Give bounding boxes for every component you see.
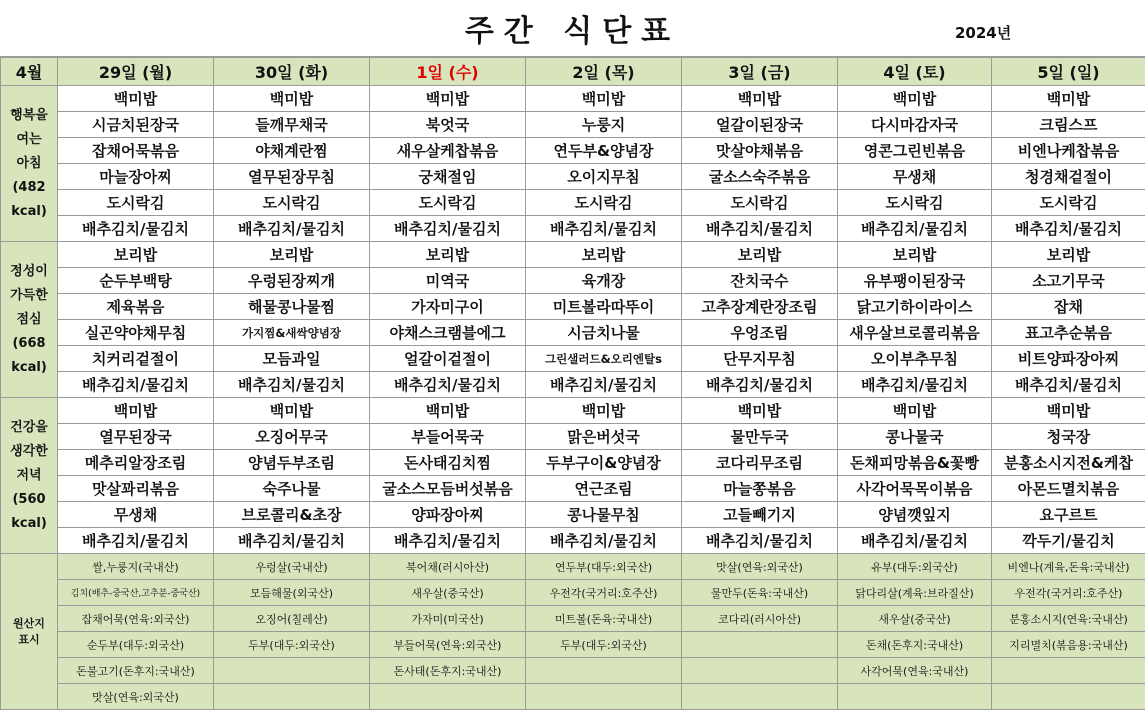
menu-item: 비엔나케찹볶음 [992,138,1145,164]
menu-item: 연두부&양념장 [526,138,682,164]
dinner-row [1,528,1145,554]
menu-item: 요구르트 [992,502,1145,528]
origin-row [1,658,1145,684]
origin-row [1,632,1145,658]
origin-item: 지리멸치(볶음용:국내산) [992,632,1145,658]
origin-item: 부들어묵(연육:외국산) [370,632,526,658]
menu-item: 깍두기/물김치 [992,528,1145,554]
menu-item: 누룽지 [526,112,682,138]
menu-item: 실곤약야채무침 [58,320,214,346]
menu-item: 분홍소시지전&케찹 [992,450,1145,476]
menu-item: 열무된장무침 [214,164,370,190]
menu-item: 백미밥 [526,86,682,112]
menu-item: 북엇국 [370,112,526,138]
origin-item [682,658,838,684]
menu-item: 양파장아찌 [370,502,526,528]
menu-item: 도시락김 [58,190,214,216]
menu-item: 고추장계란장조림 [682,294,838,320]
menu-item: 미역국 [370,268,526,294]
origin-row [1,580,1145,606]
meal-label-line: (668 [1,332,57,356]
meal-label-line: 정성이 [1,260,57,284]
origin-item: 분홍소시지(연육:국내산) [992,606,1145,632]
dinner-row [1,450,1145,476]
origin-item: 돈불고기(돈후지:국내산) [58,658,214,684]
menu-item: 백미밥 [370,398,526,424]
dinner-row [1,476,1145,502]
origin-item: 돈사태(돈후지:국내산) [370,658,526,684]
day-header: 3일 (금) [682,58,838,86]
menu-item: 보리밥 [992,242,1145,268]
meal-label-line: 점심 [1,308,57,332]
menu-item: 콩나물국 [838,424,992,450]
menu-item: 야채스크램블에그 [370,320,526,346]
menu-item: 보리밥 [214,242,370,268]
menu-item: 백미밥 [682,398,838,424]
origin-item: 잡채어묵(연육:외국산) [58,606,214,632]
origin-item: 가자미(미국산) [370,606,526,632]
origin-row [1,554,1145,580]
origin-item [992,658,1145,684]
origin-item: 물만두(돈육:국내산) [682,580,838,606]
origin-label [1,554,58,710]
menu-item: 배추김치/물김치 [526,372,682,398]
menu-item: 배추김치/물김치 [526,216,682,242]
menu-item: 보리밥 [58,242,214,268]
menu-item: 백미밥 [682,86,838,112]
menu-item: 표고추순볶음 [992,320,1145,346]
menu-item: 도시락김 [370,190,526,216]
menu-item: 굴소스숙주볶음 [682,164,838,190]
menu-item: 배추김치/물김치 [214,528,370,554]
lunch-row [1,242,1145,268]
menu-item: 백미밥 [838,86,992,112]
dinner-label [1,398,58,554]
origin-item: 두부(대두:외국산) [526,632,682,658]
menu-item: 백미밥 [214,398,370,424]
menu-item: 배추김치/물김치 [370,528,526,554]
origin-label-line: 원산지 [1,616,57,632]
origin-item: 비엔나(계육,돈육:국내산) [992,554,1145,580]
menu-item: 새우살케찹볶음 [370,138,526,164]
menu-item: 모듬과일 [214,346,370,372]
menu-item: 오이부추무침 [838,346,992,372]
meal-label-line: 건강을 [1,416,57,440]
origin-item: 김치(배추-중국산,고추분-중국산) [58,580,214,606]
menu-item: 맑은버섯국 [526,424,682,450]
menu-item: 청경채겉절이 [992,164,1145,190]
menu-item: 배추김치/물김치 [526,528,682,554]
origin-item: 새우살(중국산) [838,606,992,632]
menu-item: 사각어묵목이볶음 [838,476,992,502]
breakfast-row [1,164,1145,190]
menu-item: 야채계란찜 [214,138,370,164]
menu-item: 메추리알장조림 [58,450,214,476]
menu-item: 연근조림 [526,476,682,502]
menu-item: 크림스프 [992,112,1145,138]
menu-item: 배추김치/물김치 [370,372,526,398]
menu-item: 미트볼라따뚜이 [526,294,682,320]
origin-item: 쌀,누룽지(국내산) [58,554,214,580]
menu-item: 소고기무국 [992,268,1145,294]
day-header: 2일 (목) [526,58,682,86]
menu-item: 배추김치/물김치 [370,216,526,242]
menu-item: 백미밥 [992,398,1145,424]
lunch-row [1,346,1145,372]
breakfast-row [1,216,1145,242]
dinner-row [1,502,1145,528]
menu-item: 들깨무채국 [214,112,370,138]
menu-item: 고들빼기지 [682,502,838,528]
origin-item: 맛살(연육:외국산) [682,554,838,580]
lunch-row [1,294,1145,320]
origin-item: 맛살(연육:외국산) [58,684,214,710]
menu-item: 배추김치/물김치 [992,372,1145,398]
meal-label-line: (560 [1,488,57,512]
menu-item: 단무지무침 [682,346,838,372]
day-header: 1일 (수) [370,58,526,86]
menu-item: 백미밥 [58,86,214,112]
menu-item: 치커리겉절이 [58,346,214,372]
menu-item: 부들어묵국 [370,424,526,450]
origin-item: 두부(대두:외국산) [214,632,370,658]
menu-item: 맛살야채볶음 [682,138,838,164]
meal-label-line: kcal) [1,356,57,380]
menu-item: 숙주나물 [214,476,370,502]
menu-item: 백미밥 [838,398,992,424]
menu-item: 돈채피망볶음&꽃빵 [838,450,992,476]
menu-item: 순두부백탕 [58,268,214,294]
menu-item: 도시락김 [838,190,992,216]
menu-item: 코다리무조림 [682,450,838,476]
menu-body [1,86,1145,710]
menu-item: 우엉조림 [682,320,838,346]
origin-item: 유부(대두:외국산) [838,554,992,580]
menu-item: 브로콜리&초장 [214,502,370,528]
origin-item: 오징어(칠레산) [214,606,370,632]
menu-item: 백미밥 [526,398,682,424]
year-label: 2024년 [955,22,1011,43]
menu-item: 마늘장아찌 [58,164,214,190]
menu-item: 배추김치/물김치 [682,216,838,242]
menu-item: 아몬드멸치볶음 [992,476,1145,502]
menu-item: 궁채절임 [370,164,526,190]
menu-item: 배추김치/물김치 [838,216,992,242]
month-header: 4월 [1,58,58,86]
meal-label-line: kcal) [1,200,57,224]
menu-item: 굴소스모듬버섯볶음 [370,476,526,502]
origin-item: 북어채(러시아산) [370,554,526,580]
origin-item: 우전각(국거리:호주산) [992,580,1145,606]
menu-item: 도시락김 [992,190,1145,216]
menu-item: 무생채 [58,502,214,528]
menu-item: 맛살꽈리볶음 [58,476,214,502]
dinner-row [1,398,1145,424]
menu-item: 두부구이&양념장 [526,450,682,476]
menu-item: 가자미구이 [370,294,526,320]
meal-label-line: 아침 [1,152,57,176]
origin-row [1,606,1145,632]
menu-item: 보리밥 [682,242,838,268]
header-row [1,58,1145,86]
menu-item: 유부팽이된장국 [838,268,992,294]
menu-item: 배추김치/물김치 [214,216,370,242]
menu-item: 마늘쫑볶음 [682,476,838,502]
menu-item: 보리밥 [370,242,526,268]
menu-item: 배추김치/물김치 [58,216,214,242]
lunch-row [1,268,1145,294]
menu-item: 청국장 [992,424,1145,450]
meal-label-line: kcal) [1,512,57,536]
menu-item: 콩나물무침 [526,502,682,528]
menu-item: 물만두국 [682,424,838,450]
origin-item: 사각어묵(연육:국내산) [838,658,992,684]
menu-item: 배추김치/물김치 [838,528,992,554]
menu-item: 제육볶음 [58,294,214,320]
breakfast-label [1,86,58,242]
menu-item: 얼갈이된장국 [682,112,838,138]
menu-item: 해물콩나물찜 [214,294,370,320]
menu-item: 새우살브로콜리볶음 [838,320,992,346]
menu-item: 무생채 [838,164,992,190]
menu-item: 오이지무침 [526,164,682,190]
menu-item: 백미밥 [214,86,370,112]
menu-item: 열무된장국 [58,424,214,450]
menu-item: 보리밥 [838,242,992,268]
origin-item: 우전각(국거리:호주산) [526,580,682,606]
menu-item: 비트양파장아찌 [992,346,1145,372]
origin-item: 연두부(대두:외국산) [526,554,682,580]
page-title: 주간 식단표 [0,6,1145,50]
meal-label-line: 저녁 [1,464,57,488]
menu-item: 다시마감자국 [838,112,992,138]
menu-item: 배추김치/물김치 [214,372,370,398]
origin-item [214,658,370,684]
breakfast-row [1,138,1145,164]
menu-item: 배추김치/물김치 [992,216,1145,242]
dinner-row [1,424,1145,450]
origin-item: 코다리(러시아산) [682,606,838,632]
menu-item: 얼갈이겉절이 [370,346,526,372]
origin-item: 새우살(중국산) [370,580,526,606]
origin-item [682,632,838,658]
title-bar [0,0,1145,57]
menu-item: 배추김치/물김치 [682,528,838,554]
menu-item: 잔치국수 [682,268,838,294]
menu-item: 배추김치/물김치 [682,372,838,398]
menu-item: 닭고기하이라이스 [838,294,992,320]
menu-item: 잡채어묵볶음 [58,138,214,164]
menu-item: 도시락김 [682,190,838,216]
origin-item: 닭다리살(계육:브라질산) [838,580,992,606]
menu-item: 가지찜&새싹양념장 [214,320,370,346]
menu-item: 백미밥 [992,86,1145,112]
origin-item: 모듬해물(외국산) [214,580,370,606]
menu-item: 잡채 [992,294,1145,320]
menu-item: 배추김치/물김치 [838,372,992,398]
menu-item: 영콘그린빈볶음 [838,138,992,164]
breakfast-row [1,190,1145,216]
origin-item: 미트볼(돈육:국내산) [526,606,682,632]
day-header: 5일 (일) [992,58,1145,86]
origin-item [526,658,682,684]
menu-item: 도시락김 [526,190,682,216]
menu-item: 배추김치/물김치 [58,528,214,554]
menu-item: 양념깻잎지 [838,502,992,528]
menu-item: 시금치나물 [526,320,682,346]
menu-item: 배추김치/물김치 [58,372,214,398]
menu-item: 돈사태김치찜 [370,450,526,476]
day-header: 4일 (토) [838,58,992,86]
origin-label-line: 표시 [1,632,57,648]
breakfast-row [1,112,1145,138]
lunch-row [1,372,1145,398]
menu-item: 오징어무국 [214,424,370,450]
menu-item: 백미밥 [370,86,526,112]
meal-label-line: (482 [1,176,57,200]
menu-item: 백미밥 [58,398,214,424]
origin-item: 순두부(대두:외국산) [58,632,214,658]
menu-item: 우렁된장찌개 [214,268,370,294]
meal-label-line: 행복을 [1,104,57,128]
menu-item: 육개장 [526,268,682,294]
breakfast-row [1,86,1145,112]
lunch-label [1,242,58,398]
menu-item: 보리밥 [526,242,682,268]
day-header: 29일 (월) [58,58,214,86]
menu-item: 시금치된장국 [58,112,214,138]
day-header: 30일 (화) [214,58,370,86]
lunch-row [1,320,1145,346]
menu-item: 그린샐러드&오리엔탈s [526,346,682,372]
meal-label-line: 가득한 [1,284,57,308]
origin-item: 우렁살(국내산) [214,554,370,580]
meal-label-line: 여는 [1,128,57,152]
menu-table [0,57,1145,710]
menu-item: 도시락김 [214,190,370,216]
meal-label-line: 생각한 [1,440,57,464]
menu-item: 양념두부조림 [214,450,370,476]
origin-item: 돈채(돈후지:국내산) [838,632,992,658]
